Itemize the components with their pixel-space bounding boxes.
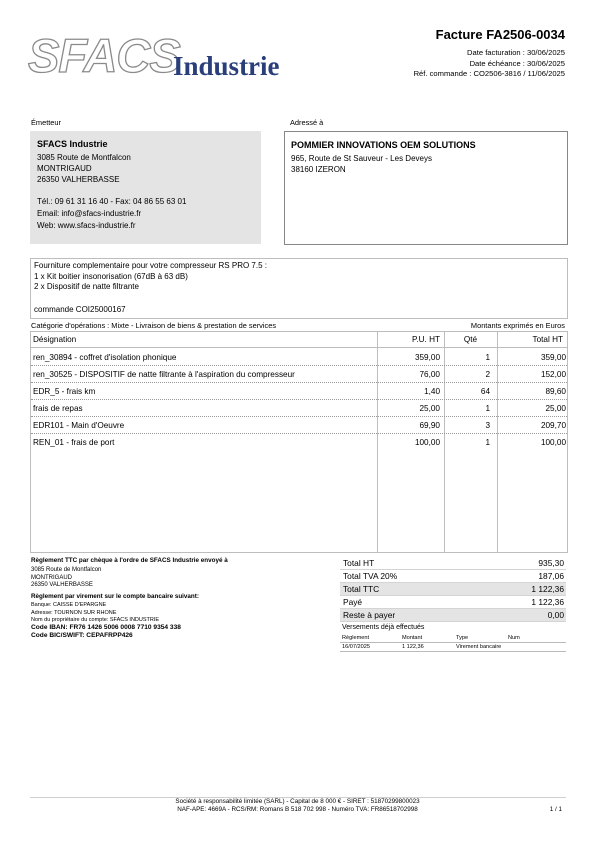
row-pu: 76,00 <box>419 370 440 379</box>
totals-value: 0,00 <box>547 610 564 620</box>
table-row <box>31 348 567 366</box>
row-pu: 1,40 <box>424 387 440 396</box>
row-total: 25,00 <box>545 404 566 413</box>
company-logo <box>28 30 288 86</box>
logo-sfacs-text: SFACS <box>28 29 180 82</box>
row-qty: 64 <box>480 387 490 396</box>
payment-cheque-title: Règlement TTC par chèque à l'ordre de SFACS Industrie envoyé à <box>31 557 228 564</box>
payment-iban: Code IBAN: FR76 1426 5006 0008 7710 9354 338 <box>31 624 181 632</box>
versements-header <box>340 634 566 643</box>
row-qty: 1 <box>485 404 490 413</box>
recipient-box <box>284 131 568 245</box>
totals-label: Reste à payer <box>343 610 396 620</box>
totals-row <box>340 570 566 583</box>
row-total: 152,00 <box>540 370 566 379</box>
totals-row <box>340 557 566 570</box>
emitter-address-line: 26350 VALHERBASSE <box>37 175 120 184</box>
totals-row <box>340 596 566 609</box>
footer-line-2: NAF-APE: 4669A - RCS/RM: Romans B 518 702 998 - Numéro TVA: FR86518702998 <box>177 806 418 813</box>
recipient-name: POMMIER INNOVATIONS OEM SOLUTIONS <box>291 140 476 150</box>
emitter-contact <box>37 196 186 232</box>
emitter-name: SFACS Industrie <box>37 139 108 149</box>
table-row <box>31 433 567 450</box>
row-pu: 25,00 <box>419 404 440 413</box>
logo-industrie-text: Industrie <box>173 51 280 81</box>
row-qty: 2 <box>485 370 490 379</box>
items-table-header <box>31 332 567 348</box>
recipient-address <box>291 153 432 175</box>
invoice-meta <box>414 48 565 80</box>
versements-date: 16/07/2025 <box>342 644 370 650</box>
description-line: 1 x Kit boitier insonorisation (67dB à 63 dB) <box>34 271 188 281</box>
emitter-label: Émetteur <box>31 118 61 127</box>
versements-row <box>340 643 566 652</box>
description-box <box>30 258 568 319</box>
table-row <box>31 382 567 400</box>
payment-bic: Code BIC/SWIFT: CEPAFRPP426 <box>31 631 133 639</box>
row-designation: ren_30525 - DISPOSITIF de natte filtrante à l'aspiration du compresseur <box>33 370 295 379</box>
invoice-order-ref: Réf. commande : CO2506-3816 / 11/06/2025 <box>413 69 565 78</box>
totals-value: 1 122,36 <box>531 597 564 607</box>
invoice-title: Facture FA2506-0034 <box>435 27 565 42</box>
totals-label: Total TVA 20% <box>343 571 398 581</box>
payment-cheque-address: 3085 Route de Montfalcon <box>31 567 102 574</box>
totals-value: 935,30 <box>538 558 564 568</box>
invoice-date: Date facturation : 30/06/2025 <box>467 48 565 57</box>
description-lines <box>34 261 267 293</box>
recipient-label: Adressé à <box>290 118 324 127</box>
emitter-email[interactable]: Email: info@sfacs-industrie.fr <box>37 209 142 218</box>
payment-info <box>31 557 321 639</box>
payment-transfer-title: Règlement par virement sur le compte bancaire suivant: <box>31 593 199 601</box>
versements-header-reglement: Règlement <box>342 635 370 641</box>
versements-table <box>340 634 566 652</box>
row-qty: 1 <box>485 438 490 447</box>
description-line: 2 x Dispositif de natte filtrante <box>34 282 139 291</box>
footer-line-1: Société à responsabilité limitée (SARL) - Capital de 8 000 € - SIRET : 51870299800023 <box>175 798 420 805</box>
row-pu: 359,00 <box>414 353 440 362</box>
header-total: Total HT <box>532 335 563 344</box>
table-row <box>31 365 567 383</box>
row-total: 89,60 <box>545 387 566 396</box>
row-qty: 1 <box>485 353 490 362</box>
totals-row <box>340 583 566 596</box>
recipient-address-line: 965, Route de St Sauveur - Les Deveys <box>291 154 432 163</box>
totals-label: Total TTC <box>343 584 380 594</box>
payment-cheque-address: 26350 VALHERBASSE <box>31 581 93 588</box>
row-total: 100,00 <box>540 438 566 447</box>
page-number: 1 / 1 <box>549 806 562 813</box>
totals-row <box>340 609 566 622</box>
row-total: 209,70 <box>540 421 566 430</box>
versements-header-num: Num <box>508 635 520 641</box>
recipient-address-line: 38160 IZERON <box>291 165 346 174</box>
row-qty: 3 <box>485 421 490 430</box>
payment-cheque-address: MONTRIGAUD <box>31 574 72 581</box>
invoice-due-date: Date échéance : 30/06/2025 <box>469 58 565 68</box>
payment-bank-address: Adresse: TOURNON SUR RHONE <box>31 609 117 616</box>
row-designation: ren_30894 - coffret d'isolation phonique <box>33 353 177 362</box>
table-row <box>31 416 567 434</box>
row-designation: EDR_5 - frais km <box>33 387 96 396</box>
payment-owner: Nom du propriétaire du compte: SFACS INDUSTRIE <box>31 617 160 624</box>
totals-table <box>340 557 566 622</box>
emitter-box <box>30 131 261 244</box>
totals-value: 187,06 <box>538 571 564 581</box>
description-line: Fourniture complementaire pour votre compresseur RS PRO 7.5 : <box>34 261 267 270</box>
table-row <box>31 399 567 417</box>
versements-amount: 1 122,36 <box>402 644 424 650</box>
versements-type: Virement bancaire <box>456 644 502 650</box>
emitter-address-line: 3085 Route de Montfalcon <box>37 153 131 162</box>
items-table <box>30 331 568 553</box>
header-designation: Désignation <box>33 335 77 344</box>
row-designation: frais de repas <box>33 404 83 413</box>
row-designation: REN_01 - frais de port <box>33 438 115 447</box>
totals-label: Total HT <box>343 558 375 568</box>
payment-bank: Banque: CAISSE D'EPARGNE <box>31 602 107 609</box>
currency-note: Montants exprimés en Euros <box>470 321 565 330</box>
totals-label: Payé <box>343 597 363 607</box>
emitter-web[interactable]: Web: www.sfacs-industrie.fr <box>37 221 136 230</box>
emitter-phone: Tél.: 09 61 31 16 40 - Fax: 04 86 55 63 01 <box>37 197 187 206</box>
row-designation: EDR101 - Main d'Oeuvre <box>33 421 125 430</box>
emitter-address-line: MONTRIGAUD <box>37 164 92 173</box>
row-total: 359,00 <box>540 353 566 362</box>
description-order: commande COI25000167 <box>34 305 126 314</box>
versements-title: Versements déjà effectués <box>342 624 425 631</box>
emitter-address <box>37 152 131 185</box>
row-pu: 100,00 <box>414 438 440 447</box>
versements-header-montant: Montant <box>402 635 423 641</box>
versements-header-type: Type <box>456 635 469 641</box>
header-pu: P.U. HT <box>411 335 440 344</box>
operations-category: Catégorie d'opérations : Mixte - Livraison de biens & prestation de services <box>31 321 277 330</box>
row-pu: 69,90 <box>419 421 440 430</box>
header-qty: Qté <box>463 335 478 344</box>
totals-value: 1 122,36 <box>531 584 564 594</box>
